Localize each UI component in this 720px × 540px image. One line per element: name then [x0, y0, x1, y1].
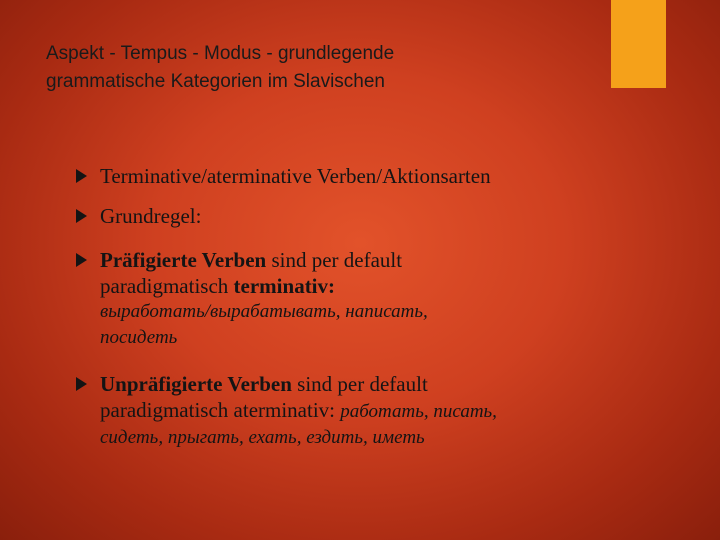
- term-bold: Präfigierte Verben: [100, 248, 267, 272]
- term-bold: terminativ:: [233, 274, 336, 298]
- bullet-text: sind per default: [291, 372, 428, 396]
- bullet-item: [76, 247, 428, 351]
- bullet-line-2: [100, 273, 428, 299]
- bullet-line-1: [100, 247, 428, 273]
- triangle-arrow-icon: [76, 209, 87, 223]
- title-line-1: Aspekt - Tempus - Modus - grundlegende: [46, 43, 395, 64]
- triangle-arrow-icon: [76, 169, 87, 183]
- examples-inline: работать, писать,: [340, 401, 497, 422]
- term-bold: Unpräfigierte Verben: [100, 372, 292, 396]
- bullet-text: paradigmatisch aterminativ:: [100, 398, 341, 422]
- bullet-line-1: [100, 371, 497, 397]
- bullet-item: [76, 371, 497, 451]
- slide-title: [46, 40, 566, 96]
- examples-line-1: выработать/вырабатывать, написать,: [100, 301, 428, 322]
- bullet-text: Grundregel:: [100, 204, 202, 228]
- title-line-2: grammatische Kategorien im Slavischen: [46, 71, 385, 92]
- bullet-item: [76, 203, 201, 229]
- triangle-arrow-icon: [76, 253, 87, 267]
- bullet-text: sind per default: [266, 248, 403, 272]
- examples-line-2: сидеть, прыгать, ехать, ездить, иметь: [100, 427, 425, 448]
- triangle-arrow-icon: [76, 377, 87, 391]
- bullet-text: paradigmatisch: [100, 274, 234, 298]
- bullet-line-2: [100, 397, 497, 425]
- examples-line-2: посидеть: [100, 327, 178, 348]
- accent-bar: [611, 0, 666, 88]
- bullet-item: [76, 163, 491, 189]
- bullet-text: Terminative/aterminative Verben/Aktionsarten: [100, 164, 491, 188]
